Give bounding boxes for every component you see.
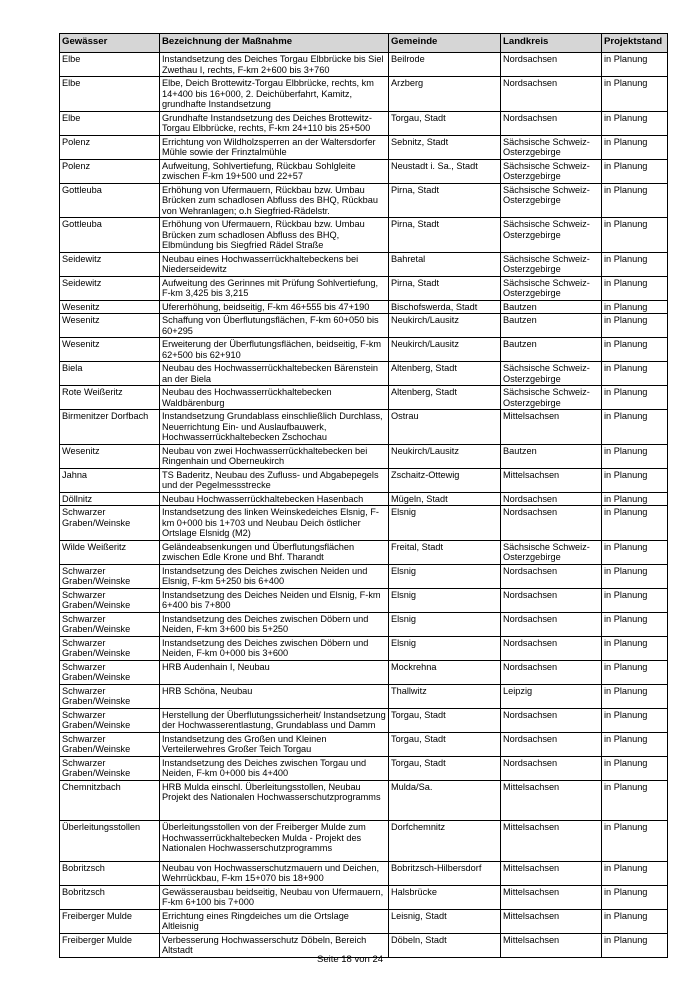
table-row <box>60 756 668 780</box>
cell-projektstand: in Planung <box>602 588 668 612</box>
header-gemeinde: Gemeinde <box>389 34 501 53</box>
cell-massnahme: Instandsetzung des Großen und Kleinen Verteilerwehres Großer Teich Torgau <box>160 732 389 756</box>
table-row <box>60 564 668 588</box>
cell-gemeinde: Thallwitz <box>389 684 501 708</box>
cell-projektstand: in Planung <box>602 410 668 445</box>
cell-gewaesser: Seidewitz <box>60 252 160 276</box>
cell-gewaesser: Biela <box>60 362 160 386</box>
table-row <box>60 468 668 492</box>
cell-massnahme: Neubau Hochwasserrückhaltebecken Hasenbach <box>160 492 389 506</box>
cell-massnahme: TS Baderitz, Neubau des Zufluss- und Abgabepegels und der Pegelmessstrecke <box>160 468 389 492</box>
table-row <box>60 732 668 756</box>
cell-gewaesser: Wesenitz <box>60 444 160 468</box>
table-body <box>60 53 668 958</box>
table-row <box>60 252 668 276</box>
cell-landkreis: Nordsachsen <box>501 636 602 660</box>
cell-massnahme: HRB Schöna, Neubau <box>160 684 389 708</box>
cell-gewaesser: Birmenitzer Dorfbach <box>60 410 160 445</box>
cell-gemeinde: Altenberg, Stadt <box>389 362 501 386</box>
cell-landkreis: Nordsachsen <box>501 77 602 112</box>
cell-gemeinde: Halsbrücke <box>389 885 501 909</box>
cell-projektstand: in Planung <box>602 660 668 684</box>
cell-massnahme: Schaffung von Überflutungsflächen, F-km 60+050 bis 60+295 <box>160 314 389 338</box>
cell-landkreis: Bautzen <box>501 314 602 338</box>
table-row <box>60 588 668 612</box>
cell-massnahme: Neubau von zwei Hochwasserrückhaltebecken bei Ringenhain und Oberneukirch <box>160 444 389 468</box>
cell-projektstand: in Planung <box>602 218 668 253</box>
table-row <box>60 410 668 445</box>
cell-gemeinde: Neustadt i. Sa., Stadt <box>389 159 501 183</box>
cell-landkreis: Mittelsachsen <box>501 909 602 933</box>
table-row <box>60 183 668 218</box>
cell-projektstand: in Planung <box>602 338 668 362</box>
cell-landkreis: Sächsische Schweiz-Osterzgebirge <box>501 276 602 300</box>
cell-landkreis: Nordsachsen <box>501 111 602 135</box>
cell-gewaesser: Gottleuba <box>60 183 160 218</box>
cell-landkreis: Mittelsachsen <box>501 861 602 885</box>
cell-gewaesser: Schwarzer Graben/Weinske <box>60 612 160 636</box>
cell-gewaesser: Freiberger Mulde <box>60 909 160 933</box>
cell-projektstand: in Planung <box>602 821 668 862</box>
cell-landkreis: Sächsische Schweiz-Osterzgebirge <box>501 135 602 159</box>
header-gewaesser: Gewässer <box>60 34 160 53</box>
cell-projektstand: in Planung <box>602 564 668 588</box>
cell-gewaesser: Bobritzsch <box>60 861 160 885</box>
cell-projektstand: in Planung <box>602 468 668 492</box>
header-massnahme: Bezeichnung der Maßnahme <box>160 34 389 53</box>
table-row <box>60 386 668 410</box>
cell-gewaesser: Schwarzer Graben/Weinske <box>60 564 160 588</box>
table-row <box>60 684 668 708</box>
cell-gewaesser: Elbe <box>60 77 160 112</box>
table-row <box>60 53 668 77</box>
cell-gewaesser: Rote Weißeritz <box>60 386 160 410</box>
page-number: Seite 18 von 24 <box>316 954 384 965</box>
cell-projektstand: in Planung <box>602 135 668 159</box>
cell-projektstand: in Planung <box>602 111 668 135</box>
cell-massnahme: Instandsetzung Grundablass einschließlich Durchlass, Neuerrichtung Ein- und Auslaufbauwerk, Hochwasserrückhaltebecken Zschochau <box>160 410 389 445</box>
table-row <box>60 660 668 684</box>
cell-gemeinde: Freital, Stadt <box>389 540 501 564</box>
cell-gewaesser: Wilde Weißeritz <box>60 540 160 564</box>
cell-gemeinde: Bischofswerda, Stadt <box>389 300 501 314</box>
cell-gewaesser: Döllnitz <box>60 492 160 506</box>
table-row <box>60 612 668 636</box>
cell-landkreis: Bautzen <box>501 338 602 362</box>
cell-projektstand: in Planung <box>602 252 668 276</box>
cell-projektstand: in Planung <box>602 684 668 708</box>
cell-massnahme: Instandsetzung des linken Weinskedeiches Elsnig, F-km 0+000 bis 1+703 und Neubau Deich östlicher Ortslage Elsnidg (M2) <box>160 506 389 541</box>
cell-massnahme: Errichtung von Wildholzsperren an der Waltersdorfer Mühle sowie der Frinztalmühle <box>160 135 389 159</box>
cell-massnahme: Verbesserung Hochwasserschutz Döbeln, Bereich Altstadt <box>160 933 389 957</box>
cell-gemeinde: Arzberg <box>389 77 501 112</box>
cell-massnahme: Ufererhöhung, beidseitig, F-km 46+555 bis 47+190 <box>160 300 389 314</box>
cell-projektstand: in Planung <box>602 732 668 756</box>
table-row <box>60 636 668 660</box>
cell-gemeinde: Leisnig, Stadt <box>389 909 501 933</box>
header-projektstand: Projektstand <box>602 34 668 53</box>
cell-gewaesser: Schwarzer Graben/Weinske <box>60 636 160 660</box>
table-row <box>60 111 668 135</box>
cell-projektstand: in Planung <box>602 444 668 468</box>
table-row <box>60 362 668 386</box>
table-row <box>60 861 668 885</box>
cell-landkreis: Bautzen <box>501 444 602 468</box>
cell-gemeinde: Neukirch/Lausitz <box>389 338 501 362</box>
cell-gewaesser: Freiberger Mulde <box>60 933 160 957</box>
cell-massnahme: Neubau des Hochwasserrückhaltebecken Bärenstein an der Biela <box>160 362 389 386</box>
cell-gemeinde: Elsnig <box>389 636 501 660</box>
table-row <box>60 218 668 253</box>
cell-gemeinde: Torgau, Stadt <box>389 756 501 780</box>
cell-landkreis: Leipzig <box>501 684 602 708</box>
cell-landkreis: Nordsachsen <box>501 732 602 756</box>
cell-gemeinde: Mulda/Sa. <box>389 780 501 821</box>
cell-massnahme: Errichtung eines Ringdeiches um die Ortslage Altleisnig <box>160 909 389 933</box>
cell-massnahme: Herstellung der Überflutungssicherheit/ Instandsetzung der Hochwasserentlastung, Grundablass und Damm <box>160 708 389 732</box>
table-row <box>60 780 668 821</box>
cell-gemeinde: Elsnig <box>389 506 501 541</box>
cell-massnahme: Aufweitung, Sohlvertiefung, Rückbau Sohlgleite zwischen F-km 19+500 und 22+57 <box>160 159 389 183</box>
cell-projektstand: in Planung <box>602 909 668 933</box>
cell-massnahme: Instandsetzung des Deiches zwischen Döbern und Neiden, F-km 3+600 bis 5+250 <box>160 612 389 636</box>
cell-projektstand: in Planung <box>602 636 668 660</box>
cell-projektstand: in Planung <box>602 612 668 636</box>
cell-gemeinde: Dorfchemnitz <box>389 821 501 862</box>
cell-gewaesser: Überleitungsstollen <box>60 821 160 862</box>
cell-gewaesser: Seidewitz <box>60 276 160 300</box>
cell-gemeinde: Bahretal <box>389 252 501 276</box>
table-row <box>60 77 668 112</box>
table-row <box>60 159 668 183</box>
cell-landkreis: Nordsachsen <box>501 660 602 684</box>
cell-landkreis: Mittelsachsen <box>501 821 602 862</box>
cell-landkreis: Bautzen <box>501 300 602 314</box>
cell-gewaesser: Elbe <box>60 111 160 135</box>
cell-massnahme: Erweiterung der Überflutungsflächen, beidseitig, F-km 62+500 bis 62+910 <box>160 338 389 362</box>
cell-landkreis: Sächsische Schweiz-Osterzgebirge <box>501 218 602 253</box>
cell-gemeinde: Sebnitz, Stadt <box>389 135 501 159</box>
cell-gewaesser: Bobritzsch <box>60 885 160 909</box>
cell-projektstand: in Planung <box>602 885 668 909</box>
cell-projektstand: in Planung <box>602 77 668 112</box>
cell-landkreis: Nordsachsen <box>501 612 602 636</box>
cell-projektstand: in Planung <box>602 362 668 386</box>
cell-massnahme: Instandsetzung des Deiches zwischen Torgau und Neiden, F-km 0+000 bis 4+400 <box>160 756 389 780</box>
cell-landkreis: Nordsachsen <box>501 708 602 732</box>
cell-gewaesser: Schwarzer Graben/Weinske <box>60 660 160 684</box>
cell-massnahme: Gewässerausbau beidseitig, Neubau von Ufermauern, F-km 6+100 bis 7+000 <box>160 885 389 909</box>
cell-gemeinde: Torgau, Stadt <box>389 111 501 135</box>
cell-gemeinde: Zschaitz-Ottewig <box>389 468 501 492</box>
cell-projektstand: in Planung <box>602 492 668 506</box>
table-header-row <box>60 34 668 53</box>
cell-gemeinde: Elsnig <box>389 588 501 612</box>
cell-landkreis: Sächsische Schweiz-Osterzgebirge <box>501 540 602 564</box>
cell-landkreis: Mittelsachsen <box>501 410 602 445</box>
cell-projektstand: in Planung <box>602 780 668 821</box>
cell-gewaesser: Wesenitz <box>60 338 160 362</box>
cell-gewaesser: Chemnitzbach <box>60 780 160 821</box>
cell-massnahme: Überleitungsstollen von der Freiberger Mulde zum Hochwasserrückhaltebecken Mulda - Projekt des Nationalen Hochwasserschutzprogramms <box>160 821 389 862</box>
cell-projektstand: in Planung <box>602 756 668 780</box>
measures-table <box>59 33 668 958</box>
cell-landkreis: Mittelsachsen <box>501 780 602 821</box>
cell-projektstand: in Planung <box>602 300 668 314</box>
cell-gemeinde: Döbeln, Stadt <box>389 933 501 957</box>
table-row <box>60 821 668 862</box>
cell-projektstand: in Planung <box>602 708 668 732</box>
document-page <box>59 33 667 958</box>
cell-gemeinde: Pirna, Stadt <box>389 276 501 300</box>
cell-gewaesser: Schwarzer Graben/Weinske <box>60 708 160 732</box>
cell-projektstand: in Planung <box>602 159 668 183</box>
cell-landkreis: Mittelsachsen <box>501 885 602 909</box>
cell-gemeinde: Elsnig <box>389 564 501 588</box>
table-row <box>60 444 668 468</box>
cell-massnahme: Neubau von Hochwasserschutzmauern und Deichen, Wehrrückbau, F-km 15+070 bis 18+900 <box>160 861 389 885</box>
cell-gewaesser: Gottleuba <box>60 218 160 253</box>
cell-landkreis: Nordsachsen <box>501 588 602 612</box>
cell-landkreis: Mittelsachsen <box>501 933 602 957</box>
table-row <box>60 300 668 314</box>
cell-gemeinde: Neukirch/Lausitz <box>389 444 501 468</box>
cell-gewaesser: Schwarzer Graben/Weinske <box>60 756 160 780</box>
cell-landkreis: Sächsische Schweiz-Osterzgebirge <box>501 183 602 218</box>
cell-projektstand: in Planung <box>602 386 668 410</box>
cell-gemeinde: Elsnig <box>389 612 501 636</box>
cell-gemeinde: Beilrode <box>389 53 501 77</box>
table-row <box>60 492 668 506</box>
cell-massnahme: Elbe, Deich Brottewitz-Torgau Elbbrücke, rechts, km 14+400 bis 16+000, 2. Deichüberfahrt, Kamitz, grundhafte Instandsetzung <box>160 77 389 112</box>
table-row <box>60 885 668 909</box>
cell-massnahme: Neubau des Hochwasserrückhaltebecken Waldbärenburg <box>160 386 389 410</box>
cell-gemeinde: Torgau, Stadt <box>389 708 501 732</box>
table-row <box>60 909 668 933</box>
cell-landkreis: Nordsachsen <box>501 506 602 541</box>
cell-gemeinde: Mügeln, Stadt <box>389 492 501 506</box>
cell-gemeinde: Ostrau <box>389 410 501 445</box>
cell-massnahme: Erhöhung von Ufermauern, Rückbau bzw. Umbau Brücken zum schadlosen Abfluss des BHQ, Rückbau von Wehranlagen; o.h Siegfried-Rädelstr. <box>160 183 389 218</box>
cell-landkreis: Sächsische Schweiz-Osterzgebirge <box>501 386 602 410</box>
cell-massnahme: Neubau eines Hochwasserrückhaltebeckens bei Niederseidewitz <box>160 252 389 276</box>
table-row <box>60 540 668 564</box>
cell-gewaesser: Polenz <box>60 135 160 159</box>
cell-gemeinde: Pirna, Stadt <box>389 183 501 218</box>
cell-gewaesser: Schwarzer Graben/Weinske <box>60 684 160 708</box>
cell-gewaesser: Schwarzer Graben/Weinske <box>60 506 160 541</box>
cell-gewaesser: Elbe <box>60 53 160 77</box>
cell-gemeinde: Altenberg, Stadt <box>389 386 501 410</box>
table-row <box>60 338 668 362</box>
cell-gewaesser: Wesenitz <box>60 300 160 314</box>
table-row <box>60 506 668 541</box>
cell-massnahme: HRB Mulda einschl. Überleitungsstollen, Neubau Projekt des Nationalen Hochwasserschutzprogramms <box>160 780 389 821</box>
cell-projektstand: in Planung <box>602 183 668 218</box>
cell-projektstand: in Planung <box>602 314 668 338</box>
cell-projektstand: in Planung <box>602 861 668 885</box>
cell-landkreis: Sächsische Schweiz-Osterzgebirge <box>501 252 602 276</box>
cell-landkreis: Nordsachsen <box>501 53 602 77</box>
cell-gewaesser: Schwarzer Graben/Weinske <box>60 732 160 756</box>
table-row <box>60 708 668 732</box>
cell-gemeinde: Pirna, Stadt <box>389 218 501 253</box>
cell-landkreis: Mittelsachsen <box>501 468 602 492</box>
cell-gemeinde: Mockrehna <box>389 660 501 684</box>
cell-gemeinde: Torgau, Stadt <box>389 732 501 756</box>
cell-projektstand: in Planung <box>602 276 668 300</box>
cell-massnahme: HRB Audenhain I, Neubau <box>160 660 389 684</box>
cell-gewaesser: Jahna <box>60 468 160 492</box>
cell-landkreis: Nordsachsen <box>501 492 602 506</box>
cell-massnahme: Grundhafte Instandsetzung des Deiches Brottewitz-Torgau Elbbrücke, rechts, F-km 24+110 bis 25+500 <box>160 111 389 135</box>
cell-massnahme: Instandsetzung des Deiches zwischen Döbern und Neiden, F-km 0+000 bis 3+600 <box>160 636 389 660</box>
cell-projektstand: in Planung <box>602 540 668 564</box>
table-row <box>60 135 668 159</box>
cell-gewaesser: Schwarzer Graben/Weinske <box>60 588 160 612</box>
cell-gewaesser: Polenz <box>60 159 160 183</box>
cell-massnahme: Geländeabsenkungen und Überflutungsflächen zwischen Edle Krone und Bhf. Tharandt <box>160 540 389 564</box>
cell-projektstand: in Planung <box>602 933 668 957</box>
cell-massnahme: Instandsetzung des Deiches Torgau Elbbrücke bis Siel Zwethau I, rechts, F-km 2+600 bis 3+760 <box>160 53 389 77</box>
cell-gemeinde: Bobritzsch-Hilbersdorf <box>389 861 501 885</box>
cell-landkreis: Nordsachsen <box>501 756 602 780</box>
cell-massnahme: Instandsetzung des Deiches zwischen Neiden und Elsnig, F-km 5+250 bis 6+400 <box>160 564 389 588</box>
header-landkreis: Landkreis <box>501 34 602 53</box>
table-row <box>60 276 668 300</box>
cell-massnahme: Instandsetzung des Deiches Neiden und Elsnig, F-km 6+400 bis 7+800 <box>160 588 389 612</box>
cell-gewaesser: Wesenitz <box>60 314 160 338</box>
cell-landkreis: Sächsische Schweiz-Osterzgebirge <box>501 362 602 386</box>
cell-projektstand: in Planung <box>602 506 668 541</box>
table-row <box>60 314 668 338</box>
cell-massnahme: Aufweitung des Gerinnes mit Prüfung Sohlvertiefung, F-km 3,425 bis 3,215 <box>160 276 389 300</box>
cell-gemeinde: Neukirch/Lausitz <box>389 314 501 338</box>
cell-massnahme: Erhöhung von Ufermauern, Rückbau bzw. Umbau Brücken zum schadlosen Abfluss des BHQ, Elbmündung bis Siegfried Rädel Straße <box>160 218 389 253</box>
cell-landkreis: Nordsachsen <box>501 564 602 588</box>
cell-projektstand: in Planung <box>602 53 668 77</box>
cell-landkreis: Sächsische Schweiz-Osterzgebirge <box>501 159 602 183</box>
